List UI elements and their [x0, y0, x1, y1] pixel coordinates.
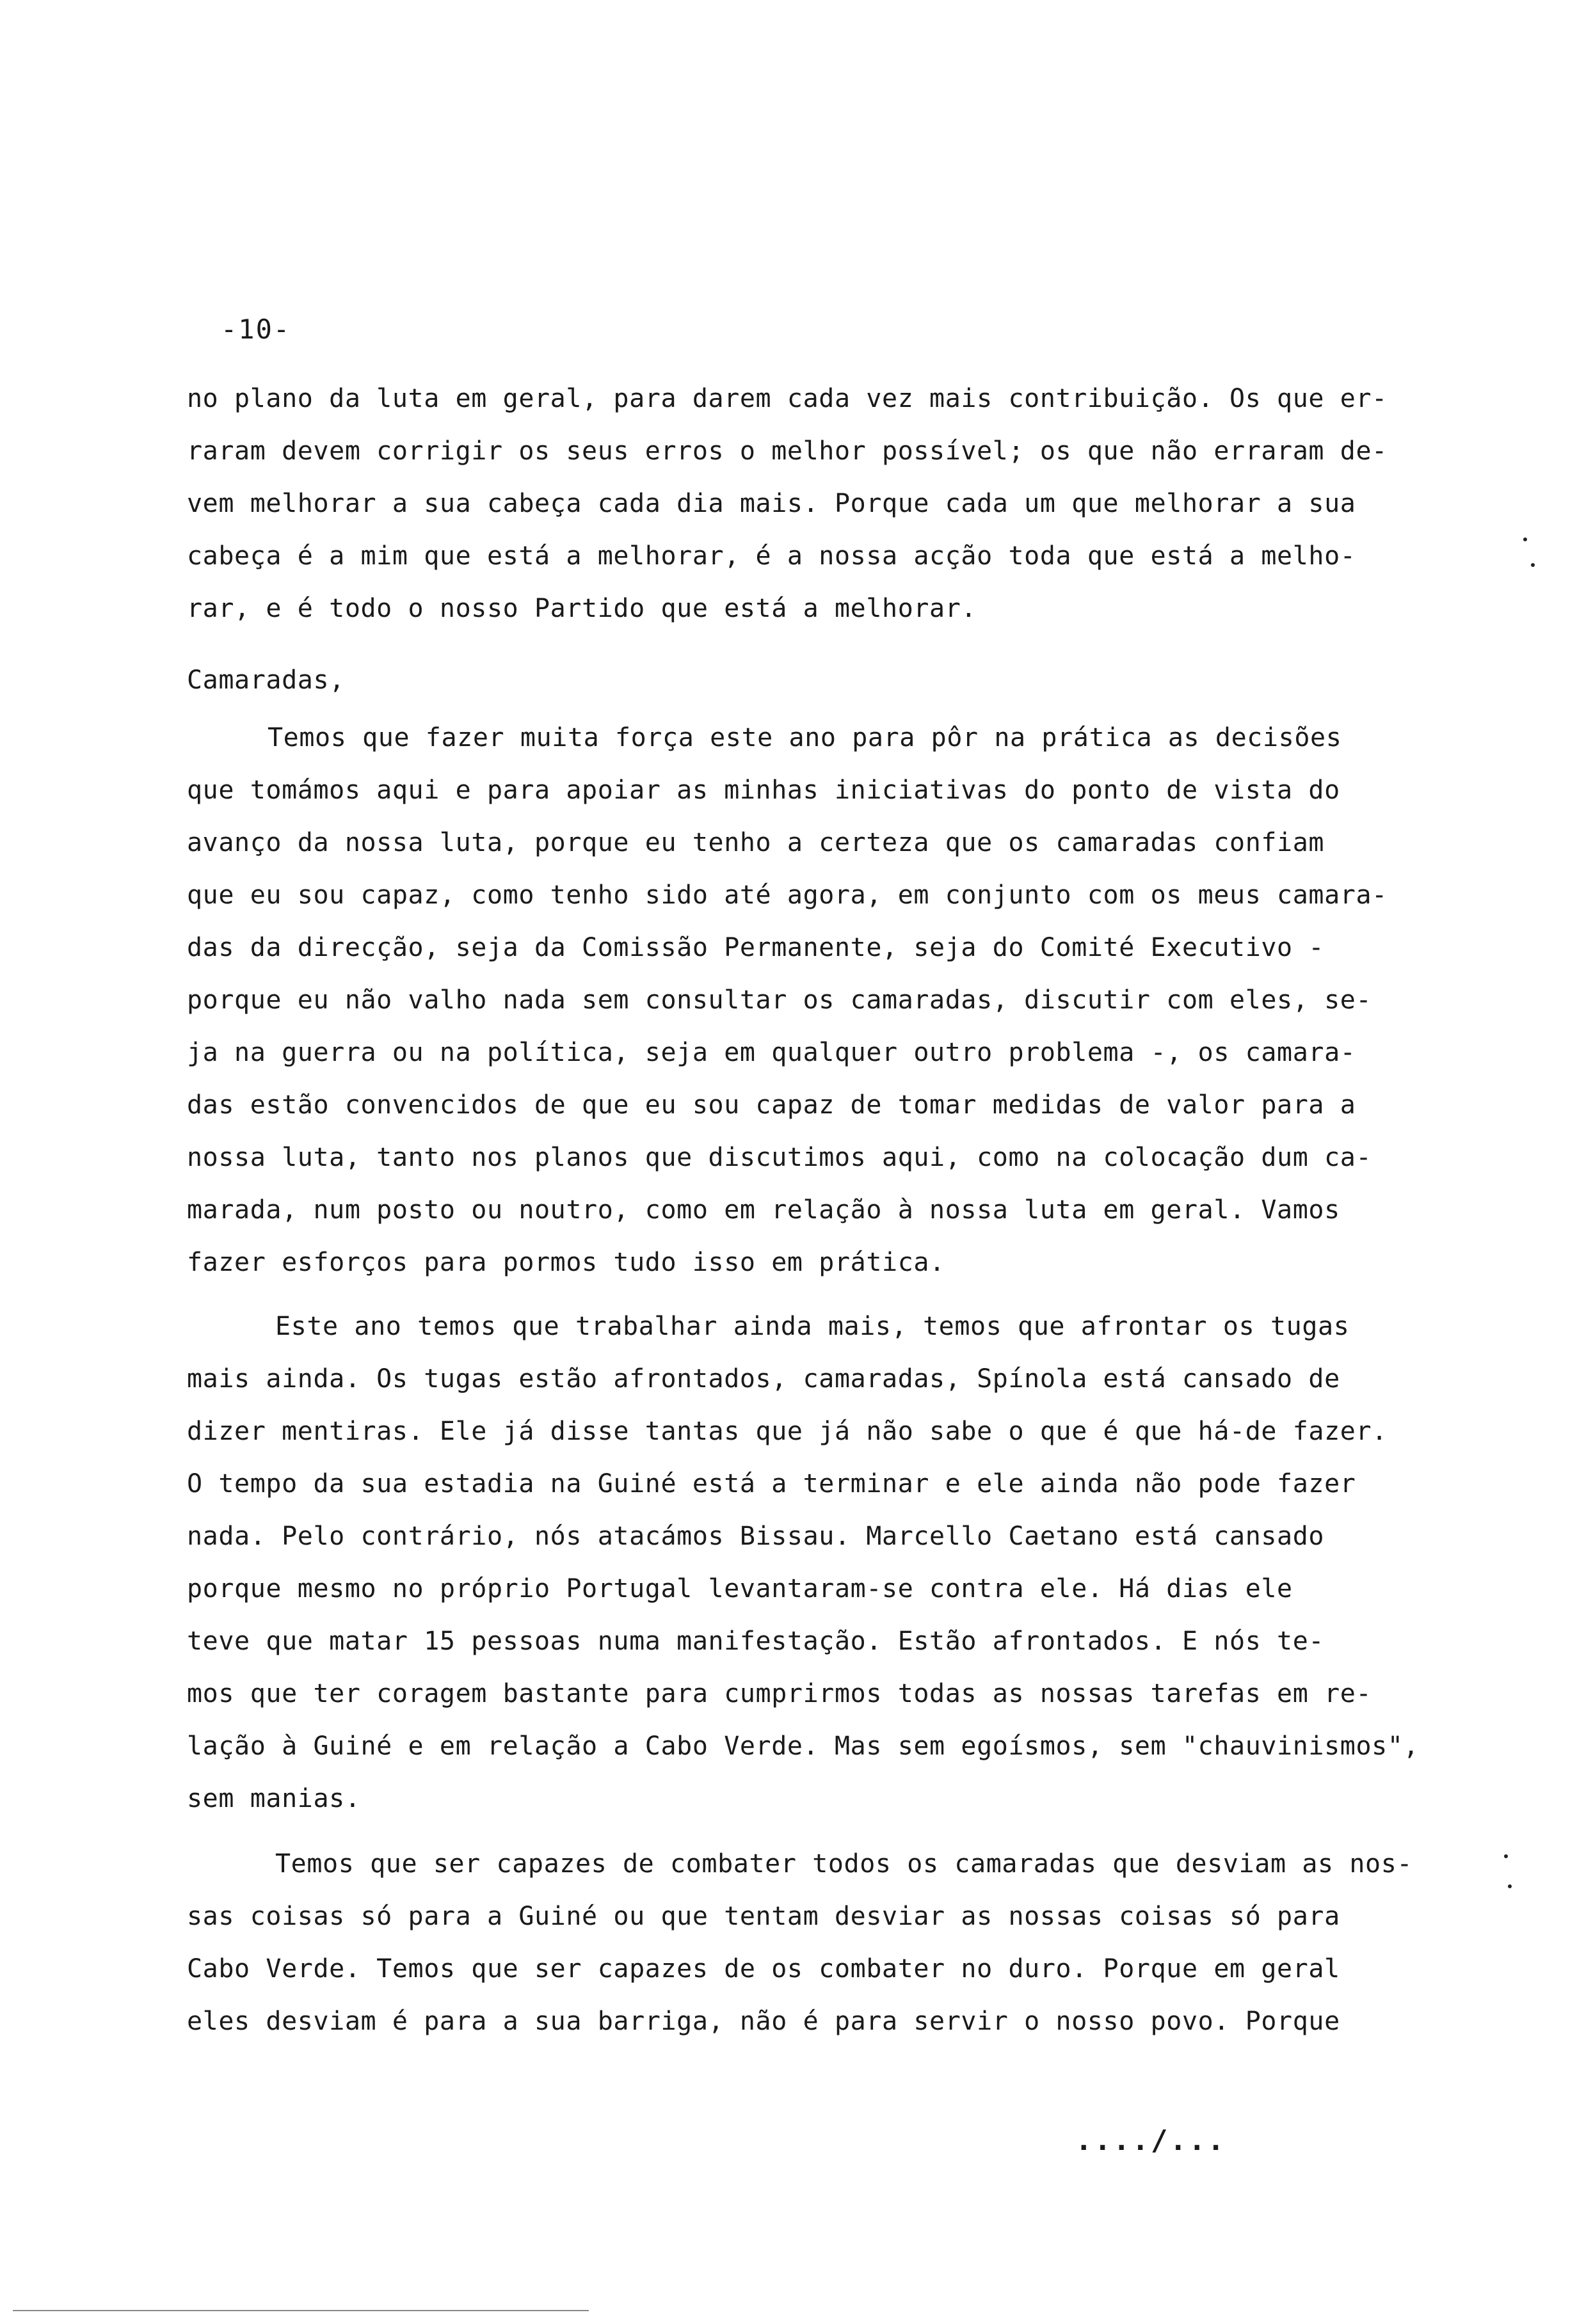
continuation-mark: ..../...: [1075, 2124, 1226, 2157]
text-line: dizer mentiras. Ele já disse tantas que já não sabe o que é que há-de fazer.: [187, 1417, 1388, 1446]
text-line: O tempo da sua estadia na Guiné está a terminar e ele ainda não pode fazer: [187, 1469, 1356, 1499]
text-line: que tomámos aqui e para apoiar as minhas iniciativas do ponto de vista do: [187, 776, 1340, 805]
text-line: mos que ter coragem bastante para cumprirmos todas as nossas tarefas em re-: [187, 1679, 1372, 1708]
page-number: -10-: [221, 314, 291, 345]
scan-speck: [1508, 1884, 1512, 1888]
scan-speck: [1523, 537, 1527, 541]
text-line: Temos que ser capazes de combater todos os camaradas que desviam as nos-: [275, 1849, 1413, 1879]
text-line: fazer esforços para pormos tudo isso em prática.: [187, 1248, 945, 1277]
text-line: cabeça é a mim que está a melhorar, é a nossa acção toda que está a melho-: [187, 541, 1356, 571]
text-line: Cabo Verde. Temos que ser capazes de os combater no duro. Porque em geral: [187, 1954, 1340, 1984]
text-line: no plano da luta em geral, para darem cada vez mais contribuição. Os que er-: [187, 384, 1388, 413]
salutation: Camaradas,: [187, 665, 345, 695]
text-line: teve que matar 15 pessoas numa manifestação. Estão afrontados. E nós te-: [187, 1627, 1325, 1656]
text-line: eles desviam é para a sua barriga, não é para servir o nosso povo. Porque: [187, 2007, 1340, 2036]
text-line: nada. Pelo contrário, nós atacámos Bissau. Marcello Caetano está cansado: [187, 1522, 1325, 1551]
text-line: que eu sou capaz, como tenho sido até agora, em conjunto com os meus camara-: [187, 880, 1388, 910]
text-line: marada, num posto ou noutro, como em relação à nossa luta em geral. Vamos: [187, 1195, 1340, 1225]
text-line: rar, e é todo o nosso Partido que está a melhorar.: [187, 594, 977, 623]
text-line: raram devem corrigir os seus erros o melhor possível; os que não erraram de-: [187, 436, 1388, 466]
scan-speck: [1531, 563, 1535, 567]
text-line: Este ano temos que trabalhar ainda mais, temos que afrontar os tugas: [275, 1312, 1350, 1341]
text-line: das estão convencidos de que eu sou capaz de tomar medidas de valor para a: [187, 1090, 1356, 1120]
scan-speck: [1504, 1854, 1508, 1858]
text-line: Temos que fazer muita força este ano para pôr na prática as decisões: [268, 723, 1342, 752]
text-line: vem melhorar a sua cabeça cada dia mais. Porque cada um que melhorar a sua: [187, 489, 1356, 518]
text-line: porque eu não valho nada sem consultar os camaradas, discutir com eles, se-: [187, 985, 1372, 1015]
text-line: avanço da nossa luta, porque eu tenho a certeza que os camaradas confiam: [187, 828, 1325, 857]
text-line: lação à Guiné e em relação a Cabo Verde. Mas sem egoísmos, sem "chauvinismos",: [187, 1731, 1420, 1761]
text-line: sem manias.: [187, 1784, 361, 1813]
text-line: nossa luta, tanto nos planos que discutimos aqui, como na colocação dum ca-: [187, 1143, 1372, 1172]
scan-edge-line: [13, 2310, 589, 2311]
text-line: mais ainda. Os tugas estão afrontados, camaradas, Spínola está cansado de: [187, 1364, 1340, 1394]
text-line: ja na guerra ou na política, seja em qualquer outro problema -, os camara-: [187, 1038, 1356, 1067]
text-line: das da direcção, seja da Comissão Permanente, seja do Comité Executivo -: [187, 933, 1325, 962]
text-line: sas coisas só para a Guiné ou que tentam desviar as nossas coisas só para: [187, 1902, 1340, 1931]
text-line: porque mesmo no próprio Portugal levantaram-se contra ele. Há dias ele: [187, 1574, 1293, 1604]
